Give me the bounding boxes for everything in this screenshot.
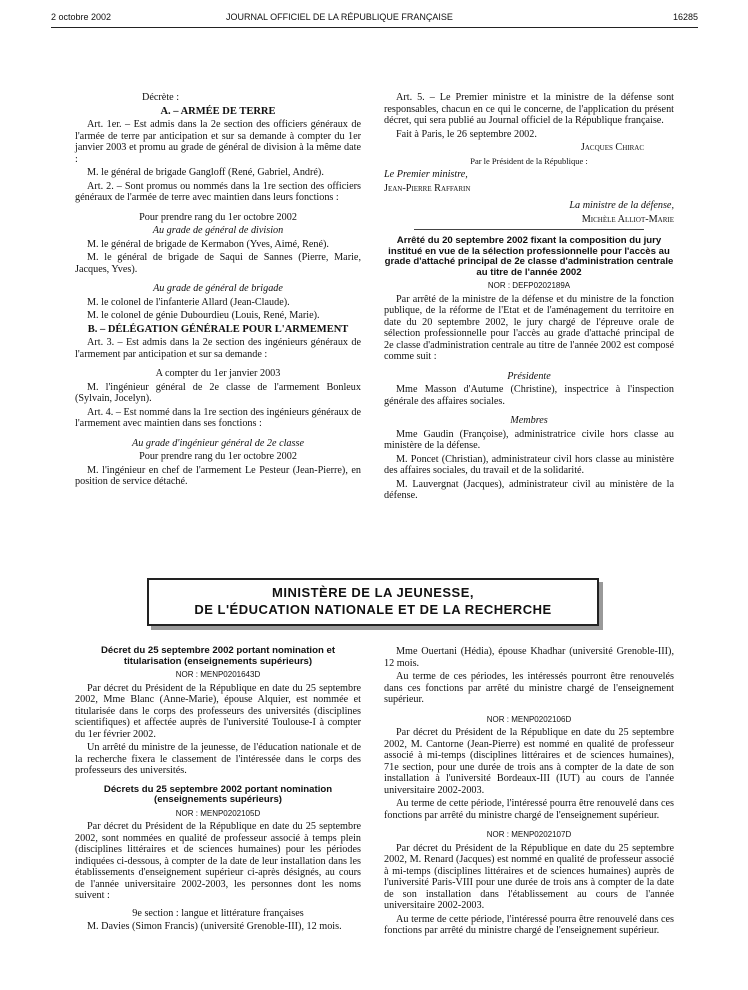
signature-name: Michèle Alliot-Marie: [581, 213, 674, 225]
paragraph: M. l'ingénieur en chef de l'armement Le Pesteur (Jean-Pierre), en position de service détaché.: [75, 464, 361, 487]
paragraph: Par décret du Président de la République en date du 25 septembre 2002, sont nommées en qualité de professeur associé à temps plein (disciplines littéraires et de sciences humaines) pour les périodes indiquées ci-dessous, à compter de la date de leur installation dans les établissements d'enseignement supérieur ci-après désignés, au cours de l'année universitaire 2002-2003, les personnes dont les noms suivent :: [75, 821, 361, 901]
rank-date: Pour prendre rang du 1er octobre 2002: [139, 451, 297, 462]
paragraph: M. le général de brigade Gangloff (René, Gabriel, André).: [87, 167, 324, 178]
nor-reference: NOR : MENP0202106D: [486, 714, 572, 724]
decree-title: Décrets du 25 septembre 2002 portant nomination (enseignements supérieurs): [103, 783, 333, 805]
decree-title: Décret du 25 septembre 2002 portant nomination et titularisation (enseignements supérieurs): [100, 645, 336, 667]
decree-intro: Décrète :: [142, 92, 180, 103]
paragraph: M. le général de brigade de Kermabon (Yves, Aimé, René).: [87, 238, 329, 250]
article-2: Art. 2. – Sont promus ou nommés dans la 1re section des officiers généraux de l'armée de terre avec maintien dans leurs fonctions :: [75, 180, 361, 203]
paragraph: M. Davies (Simon Francis) (université Grenoble-III), 12 mois.: [87, 921, 342, 932]
paragraph: Au terme de ces périodes, les intéressés pourront être renouvelés dans ces fonctions par arrêté du ministre chargé de l'enseignement supérieur.: [384, 671, 674, 705]
paragraph: Mme Ouertani (Hédia), épouse Khadhar (université Grenoble-III), 12 mois.: [384, 646, 674, 669]
article-1: Art. 1er. – Est admis dans la 2e section des officiers généraux de l'armée de terre par anticipation et sur sa demande à compter du 1er janvier 2003 et promu au grade de général de division à la même date :: [75, 119, 361, 165]
arrete-title: Arrêté du 20 septembre 2002 fixant la composition du jury institué en vue de la sélection professionnelle pour l'accès au grade d'attaché principal de 2e classe d'administration centrale au titre de l'année 2002: [384, 235, 674, 278]
signature-role: Le Premier ministre,: [384, 169, 468, 180]
section-heading-army: A. – ARMÉE DE TERRE: [160, 105, 276, 117]
paragraph: M. Poncet (Christian), administrateur civil hors classe au ministère des affaires sociales, du travail et de la solidarité.: [384, 453, 674, 476]
left-column-top: [75, 92, 361, 490]
paragraph: Par décret du Président de la République en date du 25 septembre 2002, M. Renard (Jacques) est nommé en qualité de professeur associé à mi-temps (disciplines littéraires et de sciences humaines) auprès de l'université Paris-VIII pour une durée de trois ans à compter de la date de son installation dans l'établissement au cours de l'année universitaire 2002-2003.: [384, 842, 674, 911]
paragraph: M. le colonel de l'infanterie Allard (Jean-Claude).: [87, 296, 290, 308]
section-heading: 9e section : langue et littérature françaises: [132, 907, 304, 919]
paragraph: M. le colonel de génie Dubourdieu (Louis, René, Marie).: [87, 310, 320, 321]
signature-role: La ministre de la défense,: [569, 200, 674, 211]
grade-heading: Au grade d'ingénieur général de 2e classe: [132, 437, 304, 449]
paragraph: Par décret du Président de la République en date du 25 septembre 2002, M. Cantorne (Jean-Pierre) est nommé en qualité de professeur associé à mi-temps (disciplines littéraires et de sciences humaines), 71e section, pour une durée de trois ans à compter de la date de son installation à l'université Bordeaux-III (IUT) au cours de l'année universitaire 2002-2003.: [384, 727, 674, 796]
divider: [414, 229, 644, 230]
nor-reference: NOR : MENP0201643D: [175, 670, 261, 679]
paragraph: Au terme de cette période, l'intéressé pourra être renouvelé dans ces fonctions par arrêté du ministre chargé de l'enseignement supérieur.: [384, 913, 674, 936]
role-heading: Membres: [510, 415, 548, 426]
paragraph: M. Lauvergnat (Jacques), administrateur civil au ministère de la défense.: [384, 478, 674, 501]
nor-reference: NOR : MENP0202107D: [486, 830, 572, 839]
page-header: [51, 9, 698, 28]
left-column-bottom: [75, 646, 361, 935]
grade-heading: Au grade de général de brigade: [153, 283, 283, 294]
header-journal-title: JOURNAL OFFICIEL DE LA RÉPUBLIQUE FRANÇAISE: [226, 12, 453, 22]
header-date: 2 octobre 2002: [51, 12, 112, 22]
signature-name: Jean-Pierre Raffarin: [384, 182, 471, 194]
nor-reference: NOR : DEFP0202189A: [487, 281, 571, 290]
banner-line-1: MINISTÈRE DE LA JEUNESSE,: [272, 585, 474, 600]
grade-heading: Au grade de général de division: [152, 225, 284, 236]
paragraph: Par décret du Président de la République en date du 25 septembre 2002, Mme Blanc (Anne-Marie), épouse Alquier, est nommée et titularisée dans le corps des professeurs des universités (disciplines scientifiques) et affectée auprès de l'université Toulouse-I à compter du 1er février 2002.: [75, 682, 361, 740]
paragraph: M. l'ingénieur général de 2e classe de l'armement Bonleux (Sylvain, Jocelyn).: [75, 381, 361, 404]
banner-line-2: DE L'ÉDUCATION NATIONALE ET DE LA RECHERCHE: [194, 602, 552, 617]
section-heading-armement: B. – DÉLÉGATION GÉNÉRALE POUR L'ARMEMENT: [87, 323, 349, 335]
nor-reference: NOR : MENP0202105D: [175, 808, 261, 818]
article-5: Art. 5. – Le Premier ministre et la ministre de la défense sont responsables, chacun en ce qui le concerne, de l'application du présent décret, qui sera publié au Journal officiel de la République française.: [384, 92, 674, 126]
paragraph: M. le général de brigade de Saqui de Sannes (Pierre, Marie, Jacques, Yves).: [75, 252, 361, 275]
paragraph: Mme Masson d'Autume (Christine), inspectrice à l'inspection générale des affaires sociales.: [384, 384, 674, 407]
article-3: Art. 3. – Est admis dans la 2e section des ingénieurs généraux de l'armement par anticipation et sur sa demande :: [75, 337, 361, 360]
right-column-top: [384, 92, 674, 504]
role-heading: Présidente: [507, 370, 551, 382]
rank-date: A compter du 1er janvier 2003: [155, 368, 281, 379]
ministry-banner: [147, 578, 599, 626]
signature-by: Par le Président de la République :: [470, 155, 588, 166]
header-page-number: 16285: [672, 12, 698, 22]
signature-date: Fait à Paris, le 26 septembre 2002.: [396, 128, 537, 140]
paragraph: Par arrêté de la ministre de la défense et du ministre de la fonction publique, de la réforme de l'Etat et de l'aménagement du territoire en date du 20 septembre 2002, le jury chargé de l'épreuve orale de sélection professionnelle pour l'accès au grade d'attaché principal de 2e classe d'administration centrale au titre de l'année 2002 est composé comme suit :: [384, 293, 674, 362]
paragraph: Un arrêté du ministre de la jeunesse, de l'éducation nationale et de la recherche fixera le classement de l'intéressée dans le corps des professeurs des universités.: [75, 742, 361, 776]
right-column-bottom: [384, 646, 674, 939]
rank-date: Pour prendre rang du 1er octobre 2002: [139, 211, 297, 223]
paragraph: Mme Gaudin (Françoise), administratrice civile hors classe au ministère de la défense.: [384, 428, 674, 451]
article-4: Art. 4. – Est nommé dans la 1re section des ingénieurs généraux de l'armement avec maintien dans ses fonctions :: [75, 406, 361, 429]
signature-president: Jacques Chirac: [580, 142, 644, 153]
paragraph: Au terme de cette période, l'intéressé pourra être renouvelé dans ces fonctions par arrêté du ministre chargé de l'enseignement supérieur.: [384, 798, 674, 821]
